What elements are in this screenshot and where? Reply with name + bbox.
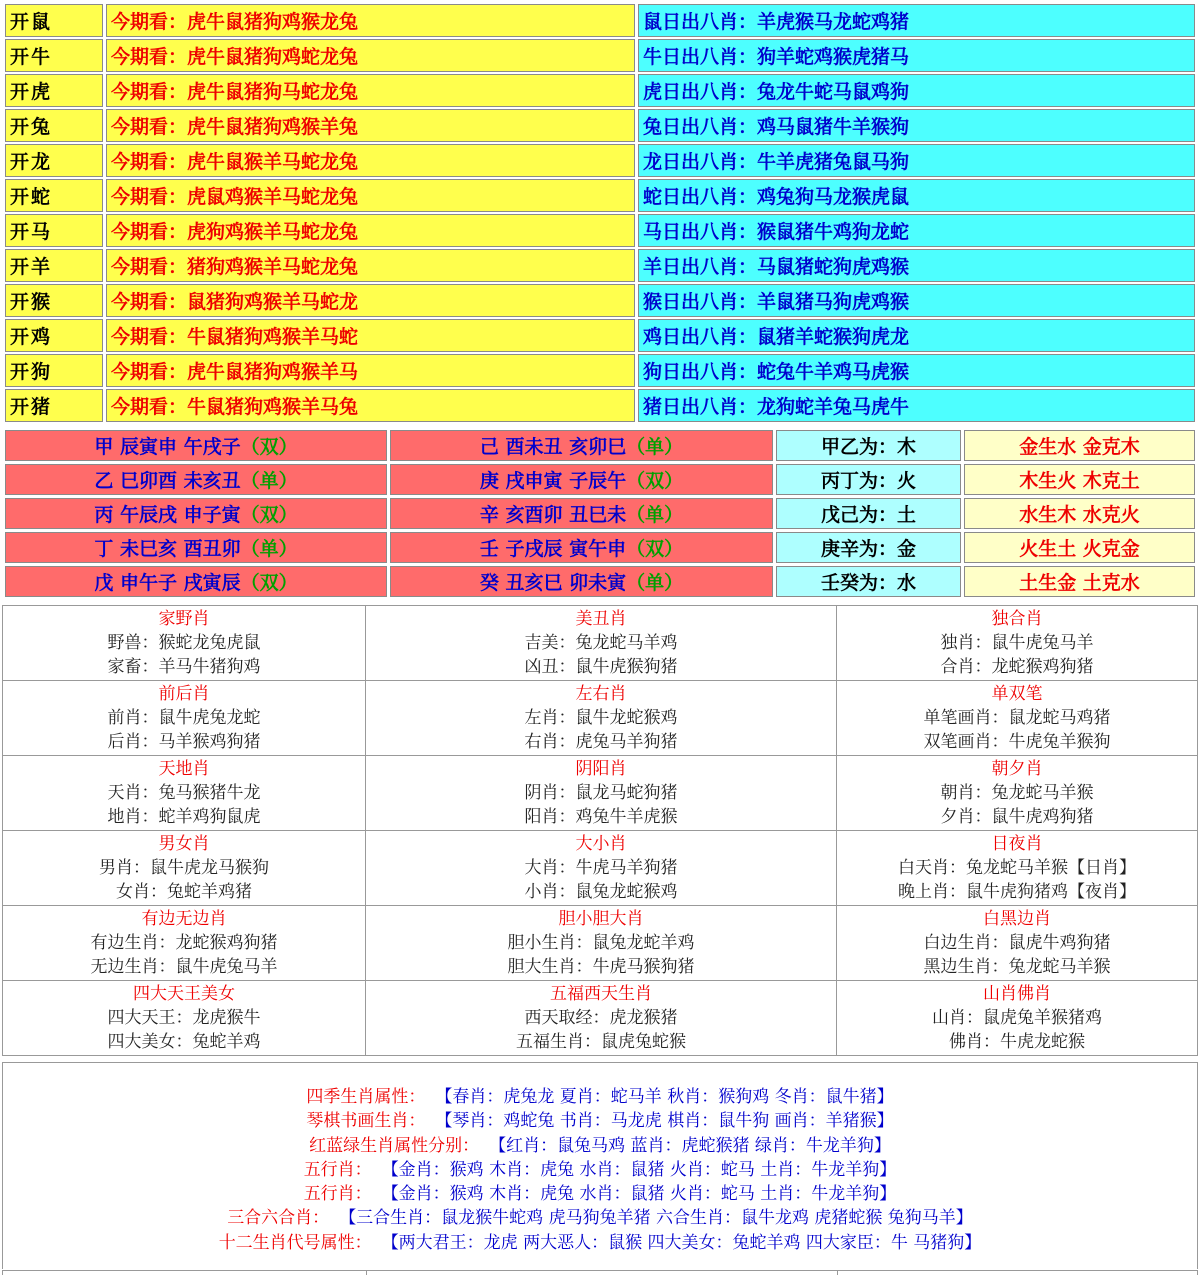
this-period-cell: 今期看：猪狗鸡猴羊马蛇龙兔 [106,249,635,282]
stem-element-cell: 丙丁为：火 [776,464,961,495]
group-line: 凶丑：鼠牛虎猴狗猪 [524,657,678,677]
day-eight-zodiac-cell: 牛日出八肖：狗羊蛇鸡猴虎猪马 [638,39,1195,72]
open-zodiac-cell: 开鼠 [5,4,103,37]
odd-even-tag: （双） [626,470,684,492]
zodiac-group-row [3,606,1198,681]
group-line: 右肖：虎兔马羊狗猪 [524,732,678,752]
stem-branch-cell [390,430,773,461]
attribute-label: 十二生肖代号属性： [218,1232,372,1253]
attribute-line [3,1085,1197,1109]
attribute-value: 【三合生肖：鼠龙猴牛蛇鸡 虎马狗兔羊猪 六合生肖：鼠牛龙鸡 虎猪蛇猴 兔狗马羊】 [339,1208,973,1229]
group-line: 朝肖：兔龙蛇马羊猴 [940,783,1094,803]
this-period-cell: 今期看：虎牛鼠猴羊马蛇龙兔 [106,144,635,177]
zodiac-group-cell [366,681,837,756]
group-line: 西天取经：虎龙猴猪 [524,1008,678,1028]
odd-even-tag: （双） [240,436,298,458]
zodiac-group-cell [837,981,1198,1056]
group-line: 白天肖：兔龙蛇马羊猴【日肖】 [898,858,1136,878]
odd-even-tag: （单） [626,572,684,594]
group-line: 地肖：蛇羊鸡狗鼠虎 [107,807,261,827]
attribute-line [3,1182,1197,1206]
zodiac-group-cell [3,606,366,681]
group-line: 男肖：鼠牛虎龙马猴狗 [99,858,269,878]
zodiac-group-cell [3,831,366,906]
this-period-cell: 今期看：牛鼠猪狗鸡猴羊马蛇 [106,319,635,352]
group-title: 美丑肖 [575,609,627,629]
open-row [5,179,1195,212]
group-title: 男女肖 [158,834,210,854]
zodiac-group-cell [366,831,837,906]
day-eight-zodiac-cell: 鼠日出八肖：羊虎猴马龙蛇鸡猪 [638,4,1195,37]
stem-branch-cell [390,566,773,597]
group-line: 白边生肖：鼠虎牛鸡狗猪 [923,933,1111,953]
attribute-value: 【金肖：猴鸡 木肖：虎兔 水肖：鼠猪 火肖：蛇马 土肖：牛龙羊狗】 [381,1159,897,1180]
group-title: 左右肖 [575,684,627,704]
group-title: 家野肖 [158,609,210,629]
stems-row [5,464,1195,495]
stem-element-cell: 戊己为：土 [776,498,961,529]
day-eight-zodiac-cell: 兔日出八肖：鸡马鼠猪牛羊猴狗 [638,109,1195,142]
stem-branch-text: 壬 子戌辰 寅午申 [479,538,627,560]
zodiac-group-row [3,831,1198,906]
day-eight-zodiac-cell: 蛇日出八肖：鸡兔狗马龙猴虎鼠 [638,179,1195,212]
stem-branch-text: 癸 丑亥巳 卯未寅 [479,572,627,594]
group-line: 五福生肖：鼠虎兔蛇猴 [516,1032,686,1052]
day-eight-zodiac-cell: 猴日出八肖：羊鼠猪马狗虎鸡猴 [638,284,1195,317]
odd-even-tag: （双） [240,504,298,526]
zodiac-group-row [3,756,1198,831]
attribute-value: 【两大君王：龙虎 两大恶人：鼠猴 四大美女：兔蛇羊鸡 四大家臣：牛 马猪狗】 [381,1232,982,1253]
group-title: 朝夕肖 [991,759,1043,779]
odd-even-tag: （单） [240,538,298,560]
day-eight-zodiac-cell: 猪日出八肖：龙狗蛇羊兔马虎牛 [638,389,1195,422]
odd-even-tag: （单） [626,436,684,458]
open-zodiac-cell: 开牛 [5,39,103,72]
open-row [5,354,1195,387]
zodiac-group-cell [837,756,1198,831]
stems-row [5,498,1195,529]
stem-branch-text: 乙 巳卯酉 未亥丑 [94,470,241,492]
open-row [5,214,1195,247]
group-line: 双笔画肖：牛虎兔羊猴狗 [923,732,1111,752]
day-eight-zodiac-cell: 狗日出八肖：蛇兔牛羊鸡马虎猴 [638,354,1195,387]
group-line: 晚上肖：鼠牛虎狗猪鸡【夜肖】 [898,882,1136,902]
zodiac-group-cell [837,606,1198,681]
zodiac-group-cell [837,831,1198,906]
stem-element-cell: 庚辛为：金 [776,532,961,563]
group-line: 胆小生肖：鼠兔龙蛇羊鸡 [507,933,695,953]
group-line: 四大美女：兔蛇羊鸡 [107,1032,261,1052]
stems-row [5,430,1195,461]
element-relation-cell: 木生火 木克土 [964,464,1195,495]
group-line: 夕肖：鼠牛虎鸡狗猪 [940,807,1094,827]
this-period-cell: 今期看：虎牛鼠猪狗鸡猴龙兔 [106,4,635,37]
group-line: 有边生肖：龙蛇猴鸡狗猪 [90,933,278,953]
group-line: 阳肖：鸡兔牛羊虎猴 [524,807,678,827]
element-relation-cell: 水生木 水克火 [964,498,1195,529]
open-zodiac-cell: 开猴 [5,284,103,317]
open-zodiac-cell: 开虎 [5,74,103,107]
stem-branch-text: 庚 戌申寅 子辰午 [479,470,627,492]
this-period-cell: 今期看：牛鼠猪狗鸡猴羊马兔 [106,389,635,422]
odd-even-tag: （双） [626,538,684,560]
heavenly-stems-table [2,427,1198,600]
attribute-line [3,1158,1197,1182]
this-period-cell: 今期看：鼠猪狗鸡猴羊马蛇龙 [106,284,635,317]
stem-branch-cell [390,464,773,495]
this-period-cell: 今期看：虎牛鼠猪狗鸡猴羊兔 [106,109,635,142]
open-zodiac-cell: 开猪 [5,389,103,422]
attribute-line [3,1134,1197,1158]
group-line: 左肖：鼠牛龙蛇猴鸡 [524,708,678,728]
group-title: 有边无边肖 [141,909,227,929]
open-row [5,284,1195,317]
group-line: 前肖：鼠牛虎兔龙蛇 [107,708,261,728]
stem-branch-cell [390,498,773,529]
open-row [5,4,1195,37]
odd-even-tag: （单） [626,504,684,526]
group-title: 单双笔 [991,684,1043,704]
zodiac-group-row [3,906,1198,981]
group-line: 佛肖：牛虎龙蛇猴 [949,1032,1085,1052]
group-line: 后肖：马羊猴鸡狗猪 [107,732,261,752]
zodiac-group-row [3,681,1198,756]
group-title: 胆小胆大肖 [558,909,644,929]
stem-branch-text: 甲 辰寅申 午戌子 [94,436,241,458]
group-line: 合肖：龙蛇猴鸡狗猪 [940,657,1094,677]
open-row [5,319,1195,352]
group-line: 天肖：兔马猴猪牛龙 [107,783,261,803]
open-row [5,109,1195,142]
zodiac-group-cell [837,681,1198,756]
zodiac-group-row [3,981,1198,1056]
group-line: 四大天王：龙虎猴牛 [107,1008,261,1028]
stem-branch-cell [5,430,387,461]
this-period-cell: 今期看：虎牛鼠猪狗鸡猴羊马 [106,354,635,387]
zodiac-group-cell [366,906,837,981]
this-period-cell: 今期看：虎牛鼠猪狗鸡蛇龙兔 [106,39,635,72]
stem-branch-text: 丁 未巳亥 酉丑卯 [94,538,241,560]
zodiac-attributes-section [2,1062,1198,1269]
group-line: 大肖：牛虎马羊狗猪 [524,858,678,878]
open-row [5,389,1195,422]
day-eight-zodiac-cell: 马日出八肖：猴鼠猪牛鸡狗龙蛇 [638,214,1195,247]
day-eight-zodiac-cell: 龙日出八肖：牛羊虎猪兔鼠马狗 [638,144,1195,177]
open-row [5,144,1195,177]
group-title: 五福西天生肖 [550,984,652,1004]
element-relation-cell: 土生金 土克水 [964,566,1195,597]
attribute-label: 三合六合肖： [227,1208,330,1229]
zodiac-groups-table [2,605,1198,1056]
group-title: 阴阳肖 [575,759,627,779]
zodiac-group-cell [3,756,366,831]
stem-branch-cell [5,566,387,597]
zodiac-group-cell [3,981,366,1056]
attribute-line [3,1109,1197,1133]
stem-branch-cell [5,532,387,563]
zodiac-group-cell [837,906,1198,981]
day-eight-zodiac-cell: 虎日出八肖：兔龙牛蛇马鼠鸡狗 [638,74,1195,107]
stem-branch-cell [5,464,387,495]
open-zodiac-cell: 开马 [5,214,103,247]
group-line: 家畜：羊马牛猪狗鸡 [107,657,261,677]
group-title: 日夜肖 [991,834,1043,854]
day-eight-zodiac-cell: 鸡日出八肖：鼠猪羊蛇猴狗虎龙 [638,319,1195,352]
attribute-line [3,1206,1197,1230]
stem-element-cell: 甲乙为：木 [776,430,961,461]
group-title: 独合肖 [991,609,1043,629]
zodiac-group-cell [366,606,837,681]
open-zodiac-cell: 开狗 [5,354,103,387]
open-zodiac-cell: 开蛇 [5,179,103,212]
stem-branch-text: 己 酉未丑 亥卯巳 [479,436,627,458]
stems-row [5,566,1195,597]
zodiac-group-cell [3,906,366,981]
open-zodiac-cell: 开羊 [5,249,103,282]
open-row [5,74,1195,107]
group-title: 山肖佛肖 [983,984,1051,1004]
zodiac-group-cell [366,756,837,831]
attribute-line [3,1231,1197,1255]
attribute-label: 五行肖： [303,1159,372,1180]
group-title: 天地肖 [158,759,210,779]
this-period-cell: 今期看：虎牛鼠猪狗马蛇龙兔 [106,74,635,107]
stems-row [5,532,1195,563]
stem-element-cell: 壬癸为：水 [776,566,961,597]
stem-branch-cell [390,532,773,563]
attribute-value: 【红肖：鼠兔马鸡 蓝肖：虎蛇猴猪 绿肖：牛龙羊狗】 [489,1135,891,1156]
open-row [5,249,1195,282]
stem-branch-cell [5,498,387,529]
stem-branch-text: 丙 午辰戌 申子寅 [94,504,241,526]
attribute-value: 【琴肖：鸡蛇兔 书肖：马龙虎 棋肖：鼠牛狗 画肖：羊猪猴】 [435,1111,894,1132]
group-line: 黑边生肖：兔龙蛇马羊猴 [923,957,1111,977]
group-line: 野兽：猴蛇龙兔虎鼠 [107,633,261,653]
table-footer-border [2,1270,1198,1275]
attribute-value: 【春肖：虎兔龙 夏肖：蛇马羊 秋肖：猴狗鸡 冬肖：鼠牛猪】 [435,1087,894,1107]
attribute-label: 琴棋书画生肖： [306,1111,426,1132]
group-line: 单笔画肖：鼠龙蛇马鸡猪 [923,708,1111,728]
day-eight-zodiac-cell: 羊日出八肖：马鼠猪蛇狗虎鸡猴 [638,249,1195,282]
group-line: 吉美：兔龙蛇马羊鸡 [524,633,678,653]
stem-branch-text: 戊 申午子 戌寅辰 [94,572,241,594]
element-relation-cell: 金生水 金克木 [964,430,1195,461]
group-title: 前后肖 [158,684,210,704]
group-title: 大小肖 [575,834,627,854]
group-line: 小肖：鼠兔龙蛇猴鸡 [524,882,678,902]
this-period-cell: 今期看：虎鼠鸡猴羊马蛇龙兔 [106,179,635,212]
group-line: 女肖：兔蛇羊鸡猪 [116,882,252,902]
open-zodiac-cell: 开龙 [5,144,103,177]
attribute-value: 【金肖：猴鸡 木肖：虎兔 水肖：鼠猪 火肖：蛇马 土肖：牛龙羊狗】 [381,1184,897,1205]
attribute-label: 四季生肖属性： [306,1087,426,1107]
group-title: 白黑边肖 [983,909,1051,929]
group-line: 无边生肖：鼠牛虎兔马羊 [90,957,278,977]
open-zodiac-cell: 开兔 [5,109,103,142]
group-line: 山肖：鼠虎兔羊猴猪鸡 [932,1008,1102,1028]
zodiac-group-cell [3,681,366,756]
open-row [5,39,1195,72]
zodiac-group-cell [366,981,837,1056]
group-title: 四大天王美女 [133,984,235,1004]
attribute-label: 五行肖： [303,1184,372,1205]
stem-branch-text: 辛 亥酉卯 丑巳未 [479,504,627,526]
open-zodiac-cell: 开鸡 [5,319,103,352]
open-zodiac-table [2,2,1198,424]
group-line: 独肖：鼠牛虎兔马羊 [940,633,1094,653]
odd-even-tag: （单） [240,470,298,492]
element-relation-cell: 火生土 火克金 [964,532,1195,563]
attribute-label: 红蓝绿生肖属性分别： [309,1135,480,1156]
odd-even-tag: （双） [240,572,298,594]
group-line: 阴肖：鼠龙马蛇狗猪 [524,783,678,803]
this-period-cell: 今期看：虎狗鸡猴羊马蛇龙兔 [106,214,635,247]
group-line: 胆大生肖：牛虎马猴狗猪 [507,957,695,977]
